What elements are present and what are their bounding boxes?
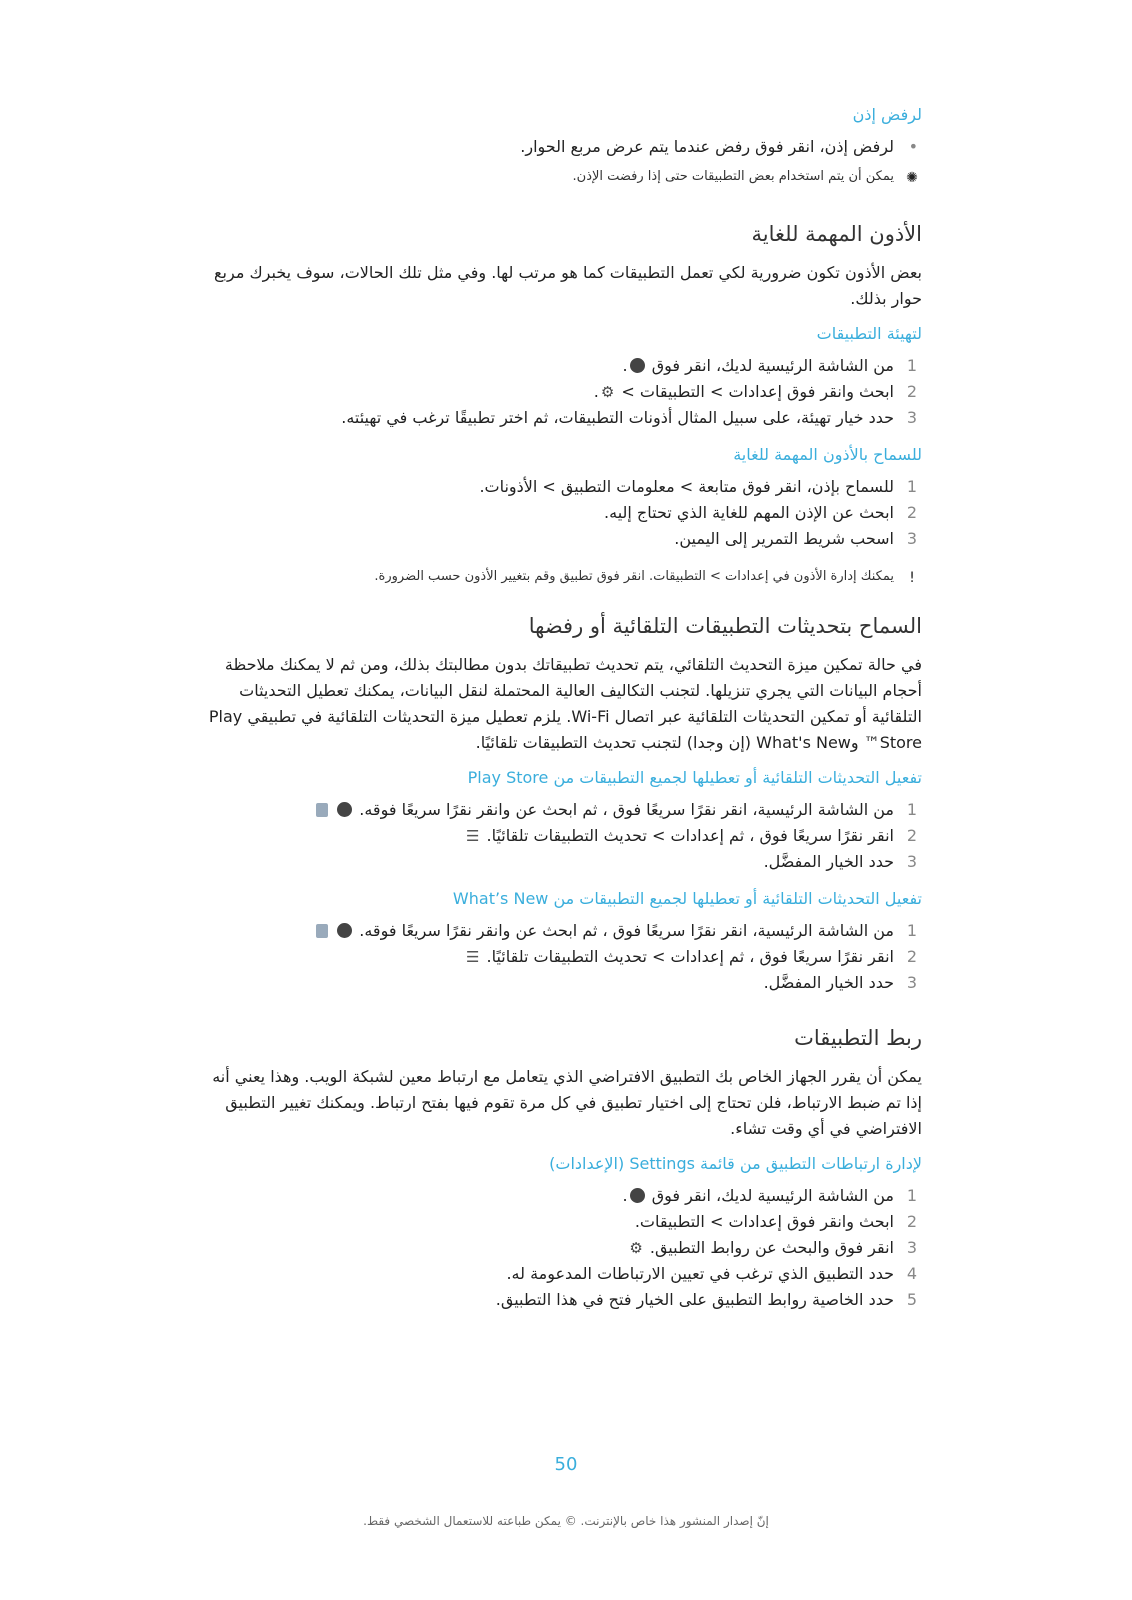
gear-icon: ⚙ bbox=[629, 1239, 643, 1257]
list-item: 1 من الشاشة الرئيسية لديك، انقر فوق . bbox=[200, 353, 922, 379]
menu-icon: ☰ bbox=[465, 948, 480, 966]
step-text: ابحث وانقر فوق إعدادات > التطبيقات > bbox=[621, 382, 894, 401]
deny-bullet-text: لرفض إذن، انقر فوق رفض عندما يتم عرض مربع الحوار. bbox=[520, 137, 894, 156]
page-content bbox=[200, 105, 922, 1327]
linking-heading: ربط التطبيقات bbox=[794, 1026, 922, 1050]
critical-paragraph: بعض الأذون تكون ضرورية لكي تعمل التطبيقات كما هو مرتب لها. وفي مثل تلك الحالات، سوف يخبرك مربع حوار بذلك. bbox=[214, 263, 922, 308]
list-item bbox=[200, 474, 922, 500]
step-text: انقر فوق والبحث عن روابط التطبيق. bbox=[649, 1238, 894, 1257]
step-number: 3 bbox=[906, 973, 918, 992]
bullet-icon: • bbox=[908, 137, 918, 156]
whatsnew-subhead: تفعيل التحديثات التلقائية أو تعطيلها لجميع التطبيقات من What’s New bbox=[452, 889, 922, 908]
menu-icon: ☰ bbox=[465, 827, 480, 845]
list-item bbox=[200, 1287, 922, 1313]
step-number: 1 bbox=[906, 356, 918, 375]
apps-icon bbox=[630, 358, 645, 373]
step-number: 2 bbox=[906, 503, 918, 522]
config-subhead: لتهيئة التطبيقات bbox=[816, 324, 922, 343]
list-item bbox=[200, 526, 922, 552]
exclamation-icon: ! bbox=[909, 570, 915, 586]
list-item bbox=[200, 970, 922, 996]
step-number: 2 bbox=[906, 826, 918, 845]
step-number: 2 bbox=[906, 382, 918, 401]
playstore-steps bbox=[200, 797, 922, 875]
permissions-note-text: يمكنك إدارة الأذون في إعدادات > التطبيقات. انقر فوق تطبيق وقم بتغيير الأذون حسب الضرورة. bbox=[374, 569, 894, 584]
list-item bbox=[200, 1209, 922, 1235]
step-number: 4 bbox=[906, 1264, 918, 1283]
apps-icon bbox=[630, 1188, 645, 1203]
step-number: 1 bbox=[906, 800, 918, 819]
autoupdate-paragraph: في حالة تمكين ميزة التحديث التلقائي، يتم تحديث تطبيقاتك بدون مطالبتك بذلك، ومن ثم لا يمكنك ملاحظة أحجام البيانات التي يجري تنزيلها. لتجنب التكاليف العالية المحتملة لنقل البيانات، يمكنك تعطيل التحديثات التلقائية أو تمكين التحديثات التلقائية عبر اتصال Wi-Fi. يلزم تعطيل ميزة التحديثات التلقائية في تطبيقي Play Store™ وWhat's New (إن وجدا) لتجنب تحديث التطبيقات تلقائيًا. bbox=[208, 655, 922, 752]
step-text: من الشاشة الرئيسية، انقر نقرًا سريعًا فوق ، ثم ابحث عن وانقر نقرًا سريعًا فوقه. bbox=[359, 800, 894, 819]
list-item bbox=[200, 823, 922, 849]
step-number: 5 bbox=[906, 1290, 918, 1309]
step-text: حدد خيار تهيئة، على سبيل المثال أذونات التطبيقات، ثم اختر تطبيقًا ترغب في تهيئته. bbox=[341, 408, 894, 427]
whats-new-icon bbox=[316, 924, 328, 938]
play-store-icon bbox=[316, 803, 328, 817]
playstore-subhead: تفعيل التحديثات التلقائية أو تعطيلها لجميع التطبيقات من Play Store bbox=[467, 768, 922, 787]
step-text: انقر نقرًا سريعًا فوق ، ثم إعدادات > تحديث التطبيقات تلقائيًا. bbox=[486, 947, 894, 966]
step-text: ابحث عن الإذن المهم للغاية الذي تحتاج إليه. bbox=[604, 503, 894, 522]
deny-subhead: لرفض إذن bbox=[852, 105, 922, 124]
deny-bullet bbox=[200, 134, 922, 160]
allow-steps bbox=[200, 474, 922, 552]
list-item bbox=[200, 1261, 922, 1287]
gear-icon: ⚙ bbox=[600, 383, 615, 401]
step-text: ابحث وانقر فوق إعدادات > التطبيقات. bbox=[634, 1212, 894, 1231]
step-text: انقر نقرًا سريعًا فوق ، ثم إعدادات > تحديث التطبيقات تلقائيًا. bbox=[486, 826, 894, 845]
linking-subhead: لإدارة ارتباطات التطبيق من قائمة Settings (الإعدادات) bbox=[549, 1154, 922, 1173]
linking-paragraph: يمكن أن يقرر الجهاز الخاص بك التطبيق الافتراضي الذي يتعامل مع ارتباط معين لشبكة الويب. وهذا يعني أنه إذا تم ضبط الارتباط، فلن تحتاج إلى اختيار تطبيق في كل مرة تقوم فيها بفتح ارتباط. ويمكنك تغيير التطبيق الافتراضي في أي وقت تشاء. bbox=[212, 1067, 922, 1138]
step-text: حدد الخيار المفضَّل. bbox=[763, 973, 894, 992]
apps-icon bbox=[337, 923, 352, 938]
lightbulb-icon: ✺ bbox=[906, 170, 918, 186]
step-number: 2 bbox=[906, 1212, 918, 1231]
step-number: 3 bbox=[906, 1238, 918, 1257]
step-number: 1 bbox=[906, 1186, 918, 1205]
permissions-note bbox=[200, 566, 922, 588]
page-number: 50 bbox=[554, 1454, 578, 1475]
allow-subhead: للسماح بالأذون المهمة للغاية bbox=[733, 445, 922, 464]
list-item bbox=[200, 1235, 922, 1261]
step-text: حدد التطبيق الذي ترغب في تعيين الارتباطات المدعومة له. bbox=[506, 1264, 894, 1283]
step-number: 2 bbox=[906, 947, 918, 966]
step-text: اسحب شريط التمرير إلى اليمين. bbox=[674, 529, 894, 548]
list-item: 1 من الشاشة الرئيسية لديك، انقر فوق . bbox=[200, 1183, 922, 1209]
linking-steps bbox=[200, 1183, 922, 1313]
list-item bbox=[200, 849, 922, 875]
config-steps bbox=[200, 353, 922, 431]
footer-note: إنّ إصدار المنشور هذا خاص بالإنترنت. © يمكن طباعته للاستعمال الشخصي فقط. bbox=[363, 1514, 769, 1528]
step-text: حدد الخيار المفضَّل. bbox=[763, 852, 894, 871]
list-item bbox=[200, 918, 922, 944]
step-number: 1 bbox=[906, 477, 918, 496]
step-number: 3 bbox=[906, 529, 918, 548]
step-text: للسماح بإذن، انقر فوق متابعة > معلومات التطبيق > الأذونات. bbox=[479, 477, 894, 496]
step-number: 3 bbox=[906, 408, 918, 427]
step-text: من الشاشة الرئيسية، انقر نقرًا سريعًا فوق ، ثم ابحث عن وانقر نقرًا سريعًا فوقه. bbox=[359, 921, 894, 940]
step-number: 3 bbox=[906, 852, 918, 871]
list-item bbox=[200, 405, 922, 431]
autoupdate-heading: السماح بتحديثات التطبيقات التلقائية أو رفضها bbox=[528, 614, 922, 638]
list-item bbox=[200, 944, 922, 970]
apps-icon bbox=[337, 802, 352, 817]
list-item: 2 ابحث وانقر فوق إعدادات > التطبيقات > ⚙. bbox=[200, 379, 922, 405]
step-text: من الشاشة الرئيسية لديك، انقر فوق bbox=[651, 1186, 894, 1205]
step-number: 1 bbox=[906, 921, 918, 940]
step-text: من الشاشة الرئيسية لديك، انقر فوق bbox=[651, 356, 894, 375]
list-item bbox=[200, 500, 922, 526]
critical-heading: الأذون المهمة للغاية bbox=[751, 222, 922, 246]
list-item bbox=[200, 797, 922, 823]
step-text: حدد الخاصية روابط التطبيق على الخيار فتح في هذا التطبيق. bbox=[495, 1290, 894, 1309]
deny-tip-text: يمكن أن يتم استخدام بعض التطبيقات حتى إذا رفضت الإذن. bbox=[572, 169, 894, 184]
deny-tip bbox=[200, 166, 922, 188]
whatsnew-steps bbox=[200, 918, 922, 996]
